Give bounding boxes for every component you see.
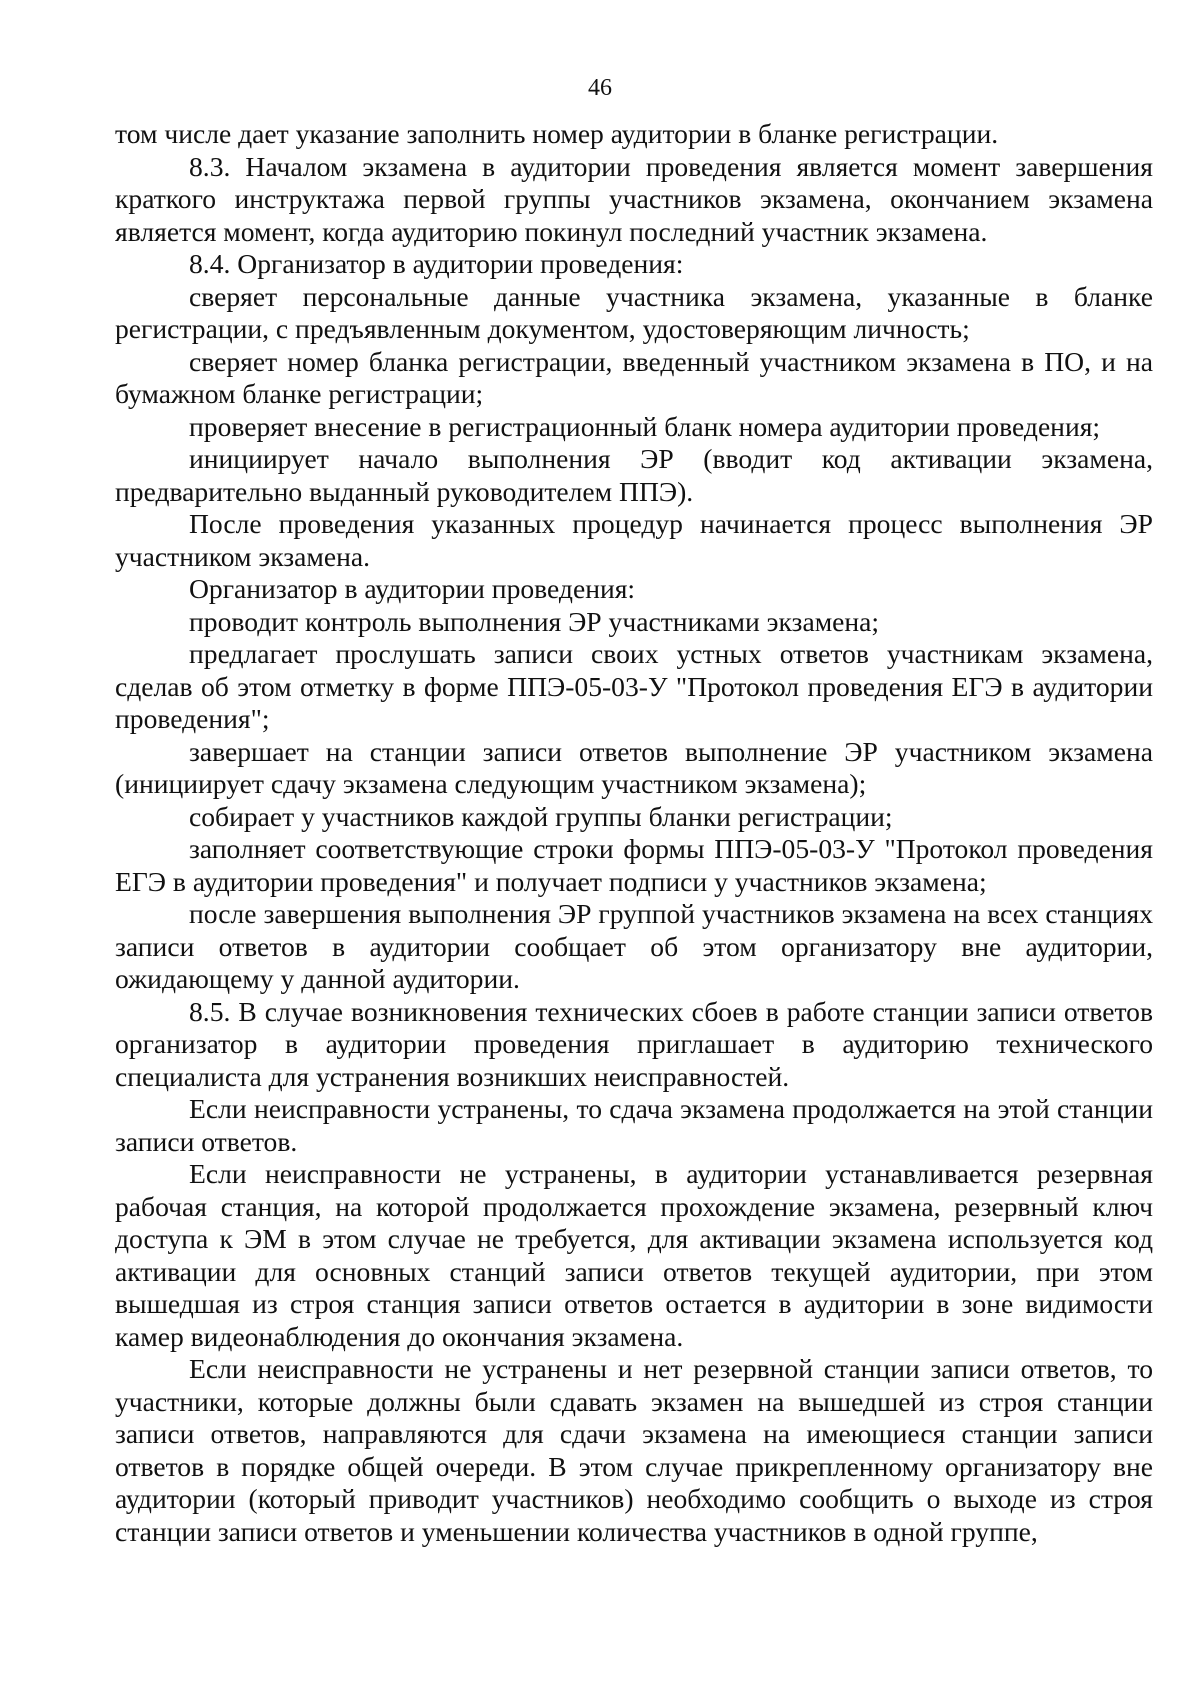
paragraph: сверяет персональные данные участника экзамена, указанные в бланке регистрации, с предъявленным документом, удостоверяющим личность; [115,280,1153,344]
page-number: 46 [588,75,612,101]
paragraph: проводит контроль выполнения ЭР участниками экзамена; [189,605,880,637]
paragraph: заполняет соответствующие строки формы ППЭ-05-03-У "Протокол проведения ЕГЭ в аудитории проведения" и получает подписи у участников экзамена; [115,833,1153,897]
paragraph: После проведения указанных процедур начинается процесс выполнения ЭР участником экзамена. [115,508,1153,572]
paragraph: сверяет номер бланка регистрации, введенный участником экзамена в ПО, и на бумажном бланке регистрации; [115,345,1153,409]
document-body [115,118,1153,1548]
paragraph: Если неисправности устранены, то сдача экзамена продолжается на этой станции записи ответов. [115,1093,1153,1157]
paragraph: Если неисправности не устранены и нет резервной станции записи ответов, то участники, которые должны были сдавать экзамен на вышедшей из строя станции записи ответов, направляются для сдачи экзамена на имеющиеся станции записи ответов в порядке общей очереди. В этом случае прикрепленному организатору вне аудитории (который приводит участников) необходимо сообщить о выходе из строя станции записи ответов и уменьшении количества участников в одной группе, [115,1353,1153,1547]
paragraph: Организатор в аудитории проведения: [189,573,636,604]
paragraph: Если неисправности не устранены, в аудитории устанавливается резервная рабочая станция, на которой продолжается прохождение экзамена, резервный ключ доступа к ЭМ в этом случае не требуется, для активации экзамена используется код активации для основных станций записи ответов текущей аудитории, при этом вышедшая из строя станция записи ответов остается в аудитории в зоне видимости камер видеонаблюдения до окончания экзамена. [115,1158,1153,1352]
paragraph: предлагает прослушать записи своих устных ответов участникам экзамена, сделав об этом отметку в форме ППЭ-05-03-У "Протокол проведения ЕГЭ в аудитории проведения"; [115,638,1153,734]
paragraph: 8.5. В случае возникновения технических сбоев в работе станции записи ответов организатор в аудитории проведения приглашает в аудиторию технического специалиста для устранения возникших неисправностей. [115,995,1153,1092]
paragraph: том числе дает указание заполнить номер аудитории в бланке регистрации. [115,118,999,149]
paragraph: собирает у участников каждой группы бланки регистрации; [189,800,893,832]
paragraph: завершает на станции записи ответов выполнение ЭР участником экзамена (инициирует сдачу экзамена следующим участником экзамена); [115,735,1153,799]
paragraph: 8.3. Началом экзамена в аудитории проведения является момент завершения краткого инструктажа первой группы участников экзамена, окончанием экзамена является момент, когда аудиторию покинул последний участник экзамена. [115,150,1153,247]
paragraph: после завершения выполнения ЭР группой участников экзамена на всех станциях записи ответов в аудитории сообщает об этом организатору вне аудитории, ожидающему у данной аудитории. [115,898,1153,994]
paragraph: проверяет внесение в регистрационный бланк номера аудитории проведения; [189,410,1101,442]
paragraph: инициирует начало выполнения ЭР (вводит код активации экзамена, предварительно выданный руководителем ППЭ). [115,443,1153,507]
paragraph: 8.4. Организатор в аудитории проведения: [189,248,684,279]
